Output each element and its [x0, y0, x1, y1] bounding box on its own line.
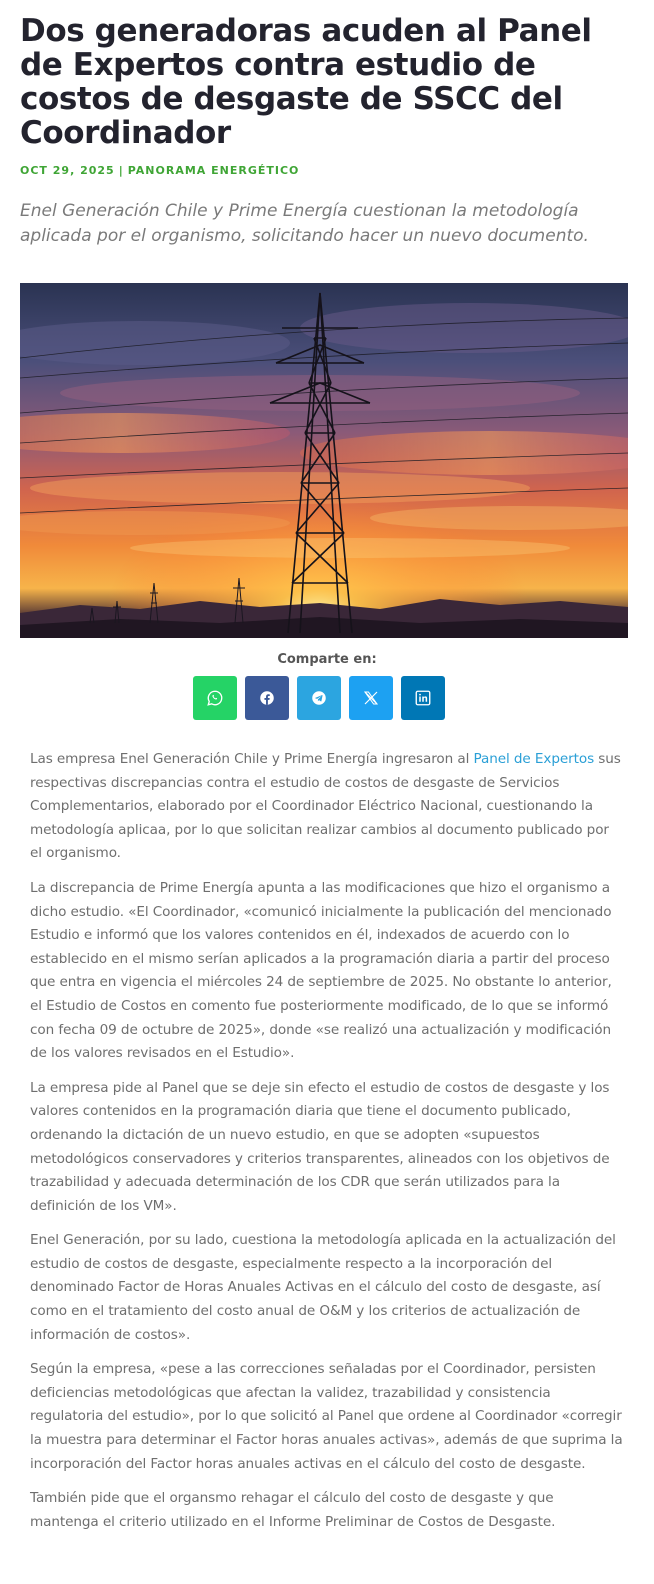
telegram-icon: [310, 689, 328, 707]
paragraph: También pide que el organsmo rehagar el cálculo del costo de desgaste y que mantenga el criterio utilizado en el Informe Preliminar de Costos de Desgaste.: [30, 1490, 556, 1530]
article-body: [20, 748, 634, 1534]
linkedin-icon: [414, 689, 432, 707]
article-meta: [20, 164, 634, 177]
article-category-link[interactable]: PANORAMA ENERGÉTICO: [127, 164, 300, 177]
share-label: Comparte en:: [277, 652, 377, 667]
paragraph: Según la empresa, «pese a las correcciones señaladas por el Coordinador, persisten deficiencias metodológicas que afectan la validez, trazabilidad y consistencia regulatoria del estudio», por lo que solicitó al Panel que ordene al Coordinador «corregir la muestra para determinar el Factor horas anuales activas», además de que suprima la incorporación del Factor horas anuales activas en el cálculo del costo de desgaste.: [30, 1361, 623, 1472]
telegram-share-button[interactable]: [297, 676, 341, 720]
article-title: Dos generadoras acuden al Panel de Expertos contra estudio de costos de desgaste de SSCC del Coordinador: [20, 13, 592, 151]
paragraph: [30, 748, 624, 866]
facebook-share-button[interactable]: [245, 676, 289, 720]
paragraph: Enel Generación, por su lado, cuestiona la metodología aplicada en la actualización del estudio de costos de desgaste, especialmente respecto a la incorporación del denominado Factor de Horas Anuales Activas en el cálculo del costo de desgaste, así como en el tratamiento del costo anual de O&M y los criterios de actualización de información de costos».: [30, 1232, 616, 1343]
article-date: OCT 29, 2025: [20, 164, 115, 177]
share-buttons: [4, 676, 634, 720]
paragraph: La empresa pide al Panel que se deje sin efecto el estudio de costos de desgaste y los valores contenidos en la programación diaria que tiene el documento publicado, ordenando la dictación de un nuevo estudio, en que se adopten «supuestos metodológicos conservadores y criterios transparentes, alineados con los objetivos de trazabilidad y adecuada determinación de los CDR que serán utilizados para la definición de los VM».: [30, 1079, 610, 1214]
panel-de-expertos-link[interactable]: Panel de Expertos: [473, 751, 595, 767]
x-icon: [362, 689, 380, 707]
meta-separator: |: [118, 164, 124, 177]
whatsapp-share-button[interactable]: [193, 676, 237, 720]
paragraph: La discrepancia de Prime Energía apunta a las modificaciones que hizo el organismo a dicho estudio. «El Coordinador, «comunicó inicialmente la publicación del mencionado Estudio e informó que los valores contenidos en él, indexados de acuerdo con lo establecido en el mismo serían aplicados a la programación diaria a partir del proceso que entra en vigencia el miércoles 24 de septiembre de 2025. No obstante lo anterior, el Estudio de Costos en comento fue posteriormente modificado, de lo que se informó con fecha 09 de octubre de 2025», donde «se realizó una actualización y modificación de los valores revisados en el Estudio».: [30, 879, 612, 1062]
hero-image: [20, 283, 628, 638]
paragraph-text: sus respectivas discrepancias contra el estudio de costos de desgaste de Servicios Complementarios, elaborado por el Coordinador Eléctrico Nacional, cuestionando la metodología aplicaa, por lo que solicitan realizar cambios al documento publicado por el organismo.: [30, 751, 621, 862]
whatsapp-icon: [206, 689, 224, 707]
facebook-icon: [258, 689, 276, 707]
linkedin-share-button[interactable]: [401, 676, 445, 720]
article-lead: Enel Generación Chile y Prime Energía cuestionan la metodología aplicada por el organismo, solicitando hacer un nuevo documento.: [20, 201, 589, 246]
paragraph-text: Las empresa Enel Generación Chile y Prime Energía ingresaron al: [30, 751, 474, 767]
x-share-button[interactable]: [349, 676, 393, 720]
